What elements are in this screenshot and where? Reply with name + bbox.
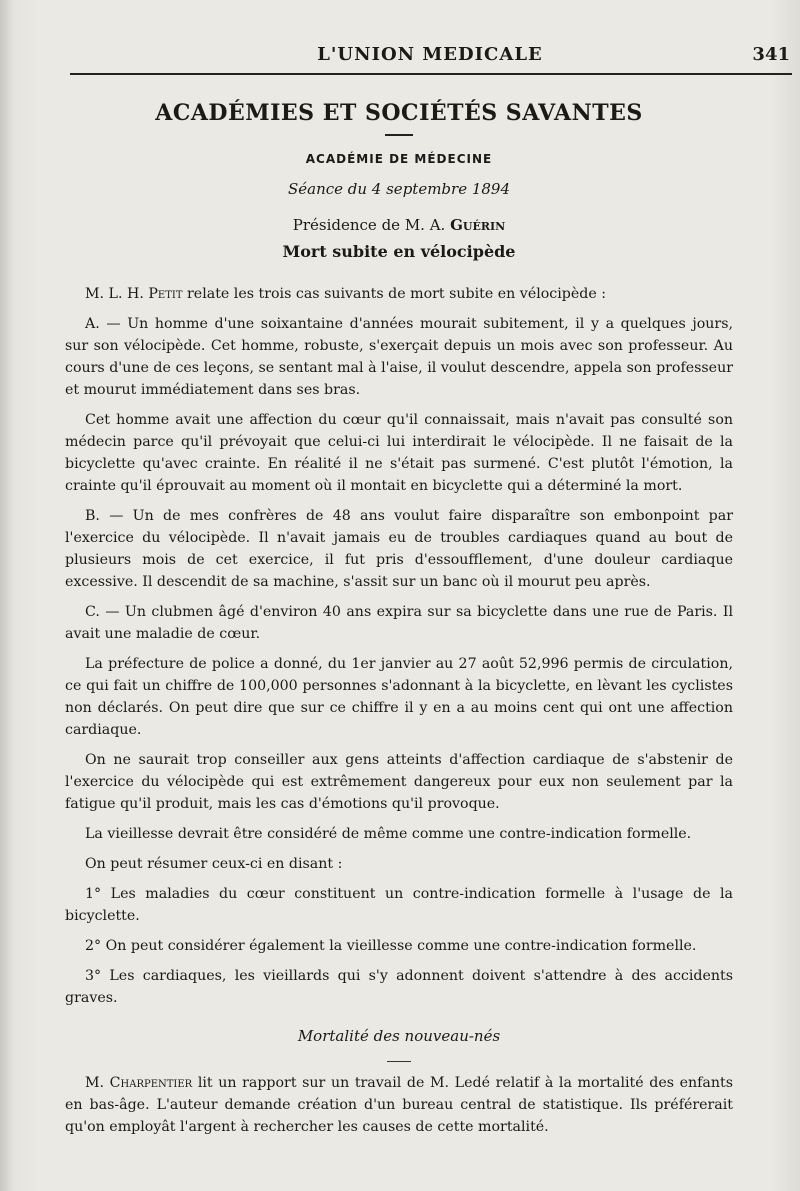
subsection-rule (387, 1061, 411, 1062)
paragraph-advice: On ne saurait trop conseiller aux gens atteints d'affection cardiaque de s'abstenir de l'exercice du vélocipède qui est extrêmement dangereux pour eux non seulement par la fatigue qu'il produit, mais les cas d'émotions qu'il provoque. (65, 752, 733, 812)
page-number: 341 (752, 44, 790, 65)
paragraph-case-a-continued: Cet homme avait une affection du cœur qu'il connaissait, mais n'avait pas consulté son médecin parce qu'il prévoyait que celui-ci lui interdirait le vélocipède. Il ne faisait de la bicyclette qu'avec crainte. En réalité il ne s'était pas surmené. C'est plutôt l'émotion, la crainte qu'il éprouvait au moment où il montait en bicyclette qui a déterminé la mort. (65, 412, 733, 494)
society-name: ACADÉMIE DE MÉDECINE (305, 152, 493, 166)
subsection-title: Mortalité des nouveau-nés (297, 1027, 501, 1045)
title-rule (385, 134, 413, 136)
mortality-text: lit un rapport sur un travail de M. Ledé relatif à la mortalité des enfants en bas-âge. L'auteur demande création d'un bureau central de statistique. Ils préférerait qu'on employât l'argent à rechercher les causes de cette mortalité. (65, 1075, 733, 1135)
article-body (65, 100, 733, 1146)
author-name: M. L. H. Petit (85, 286, 183, 302)
paragraph-case-c: C. — Un clubmen âgé d'environ 40 ans expira sur sa bicyclette dans une rue de Paris. Il avait une maladie de cœur. (65, 604, 733, 642)
header-rule (70, 73, 792, 75)
summary-item-3: 3° Les cardiaques, les vieillards qui s'y adonnent doivent s'attendre à des accidents graves. (65, 968, 733, 1006)
intro-text: relate les trois cas suivants de mort subite en vélocipède : (182, 286, 607, 302)
paragraph-case-b: B. — Un de mes confrères de 48 ans voulut faire disparaître son embonpoint par l'exercice du vélocipède. Il n'avait jamais eu de troubles cardiaques quand au bout de plusieurs mois de cet exercice, il fut pris d'essoufflement, d'une douleur cardiaque excessive. Il descendit de sa machine, s'assit sur un banc où il mourut peu après. (65, 508, 733, 590)
paragraph-old-age: La vieillesse devrait être considéré de même comme une contre-indication formelle. (85, 826, 692, 842)
paragraph-mortality (65, 1072, 733, 1138)
president-name: Guérin (450, 216, 506, 234)
presidency-prefix: Présidence de M. A. (292, 216, 446, 234)
paragraph-summary-intro: On peut résumer ceux-ci en disant : (85, 856, 343, 872)
article-title: Mort subite en vélocipède (282, 242, 516, 261)
paragraph-prefecture: La préfecture de police a donné, du 1er janvier au 27 août 52,996 permis de circulation, ce qui fait un chiffre de 100,000 personnes s'adonnant à la bicyclette, en lèvant les cyclistes non déclarés. On peut dire que sur ce chiffre il y en a au moins cent qui ont une affection cardiaque. (65, 656, 733, 738)
section-title: ACADÉMIES ET SOCIÉTÉS SAVANTES (155, 100, 643, 126)
summary-item-2: 2° On peut considérer également la vieillesse comme une contre-indication formelle. (85, 938, 697, 954)
summary-item-1: 1° Les maladies du cœur constituent un contre-indication formelle à l'usage de la bicyclette. (65, 886, 733, 924)
paragraph-intro (65, 283, 733, 305)
presidency-line (65, 216, 733, 234)
reporter-name: M. Charpentier (85, 1075, 193, 1091)
paragraph-case-a: A. — Un homme d'une soixantaine d'années mourait subitement, il y a quelques jours, sur son vélocipède. Cet homme, robuste, s'exerçait depuis un mois avec son professeur. Au cours d'une de ces leçons, se sentant mal à l'aise, il voulut descendre, appela son professeur et mourut immédiatement dans ses bras. (65, 316, 733, 398)
running-title: L'UNION MEDICALE (317, 44, 543, 65)
running-header (70, 40, 790, 70)
session-date: Séance du 4 septembre 1894 (287, 180, 511, 198)
